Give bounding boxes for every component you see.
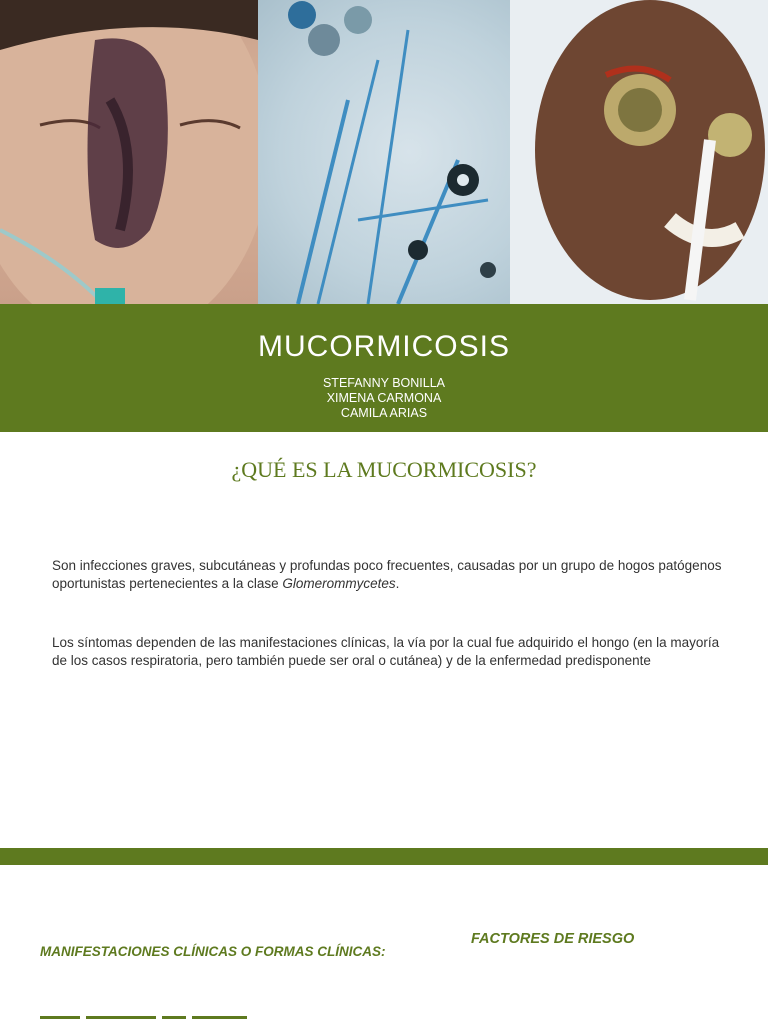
taxon-name: Glomerommycetes [282,576,396,591]
definition-end: . [395,576,400,591]
patient-with-orbital-necrosis-photo [510,0,768,304]
face-with-necrotic-nose-photo [0,0,258,304]
deck-title: MUCORMICOSIS [258,330,510,363]
fungal-sporangia-microscopy-photo [258,0,510,304]
authors-list [0,376,768,421]
section-title: ¿QUÉ ES LA MUCORMICOSIS? [231,457,537,482]
cover-photo-strip [0,0,768,304]
author-name: XIMENA CARMONA [326,391,442,405]
definition-paragraph [52,557,722,593]
author-name: STEFANNY BONILLA [322,376,446,390]
definition-text: Son infecciones graves, subcutáneas y profundas poco frecuentes, causadas por un grupo de hogos patógenos oportunistas pertenecientes a la clase [52,558,722,591]
author-name: CAMILA ARIAS [340,406,428,420]
cut-off-text [40,1016,340,1024]
risk-factors-heading: FACTORES DE RIESGO [471,931,635,947]
symptoms-paragraph: Los síntomas dependen de las manifestaciones clínicas, la vía por la cual fue adquirido el hongo (en la mayoría de los casos respiratoria, pero también puede ser oral o cutánea) y de la enfermedad predisponente [52,635,720,668]
slide-divider [0,848,768,865]
clinical-forms-heading: MANIFESTACIONES CLÍNICAS O FORMAS CLÍNICAS: [40,944,386,959]
